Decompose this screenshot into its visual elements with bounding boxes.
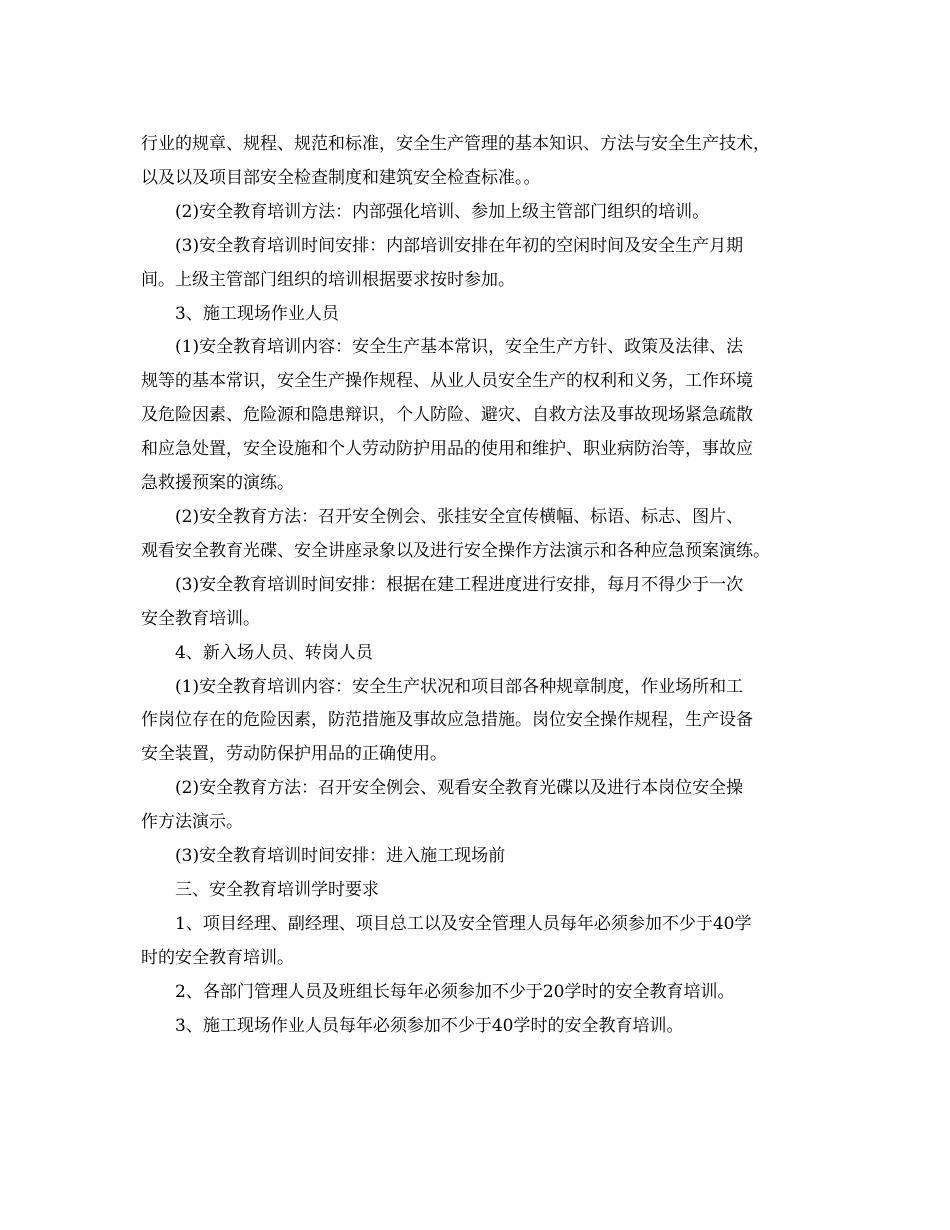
text-line: (2)安全教育方法：召开安全例会、观看安全教育光碟以及进行本岗位安全操 <box>175 778 744 799</box>
text-line: (1)安全教育培训内容：安全生产基本常识，安全生产方针、政策及法律、法 <box>175 337 744 358</box>
text-line: (3)安全教育培训时间安排：内部培训安排在年初的空闲时间及安全生产月期 <box>175 235 744 256</box>
text-line: 间。上级主管部门组织的培训根据要求按时参加。 <box>141 269 515 290</box>
paragraph <box>141 976 821 1010</box>
text-line: 3、施工现场作业人员每年必须参加不少于40学时的安全教育培训。 <box>175 1015 684 1036</box>
paragraph <box>141 230 821 298</box>
text-line: 3、施工现场作业人员 <box>175 303 339 324</box>
text-line: (3)安全教育培训时间安排：进入施工现场前 <box>175 846 506 867</box>
text-line: 作方法演示。 <box>141 812 243 833</box>
text-line: 安全教育培训。 <box>141 608 260 629</box>
paragraph <box>141 1010 821 1044</box>
document-body <box>141 128 821 1043</box>
paragraph <box>141 637 821 671</box>
text-line: (2)安全教育方法：召开安全例会、张挂安全宣传横幅、标语、标志、图片、 <box>175 506 744 527</box>
paragraph <box>141 671 821 773</box>
paragraph <box>141 840 821 874</box>
text-line: 三、安全教育培训学时要求 <box>175 879 379 900</box>
text-line: 4、新入场人员、转岗人员 <box>175 642 373 663</box>
paragraph <box>141 331 821 501</box>
text-line: 急救援预案的演练。 <box>141 473 294 494</box>
paragraph <box>141 298 821 332</box>
text-line: (3)安全教育培训时间安排：根据在建工程进度进行安排，每月不得少于一次 <box>175 574 744 595</box>
paragraph <box>141 128 821 196</box>
text-line: 作岗位存在的危险因素，防范措施及事故应急措施。岗位安全操作规程，生产设备 <box>141 710 753 731</box>
paragraph <box>141 569 821 637</box>
paragraph <box>141 501 821 569</box>
paragraph <box>141 908 821 976</box>
text-line: 及危险因素、危险源和隐患辩识，个人防险、避灾、自救方法及事故现场紧急疏散 <box>141 405 753 426</box>
text-line: 和应急处置，安全设施和个人劳动防护用品的使用和维护、职业病防治等，事故应 <box>141 439 753 460</box>
text-line: 以及以及项目部安全检查制度和建筑安全检查标准。。 <box>141 167 541 188</box>
text-line: (2)安全教育培训方法：内部强化培训、参加上级主管部门组织的培训。 <box>175 201 710 222</box>
text-line: 观看安全教育光碟、安全讲座录象以及进行安全操作方法演示和各种应急预案演练。 <box>141 540 770 561</box>
text-line: 时的安全教育培训。 <box>141 947 294 968</box>
text-line: 1、项目经理、副经理、项目总工以及安全管理人员每年必须参加不少于40学 <box>175 913 752 934</box>
text-line: (1)安全教育培训内容：安全生产状况和项目部各种规章制度，作业场所和工 <box>175 676 744 697</box>
text-line: 行业的规章、规程、规范和标准，安全生产管理的基本知识、方法与安全生产技术， <box>141 134 770 154</box>
text-line: 安全装置，劳动防保护用品的正确使用。 <box>141 744 447 765</box>
paragraph <box>141 196 821 230</box>
paragraph <box>141 874 821 908</box>
text-line: 规等的基本常识，安全生产操作规程、从业人员安全生产的权利和义务，工作环境 <box>141 371 753 392</box>
paragraph <box>141 772 821 840</box>
text-line: 2、各部门管理人员及班组长每年必须参加不少于20学时的安全教育培训。 <box>175 981 735 1002</box>
